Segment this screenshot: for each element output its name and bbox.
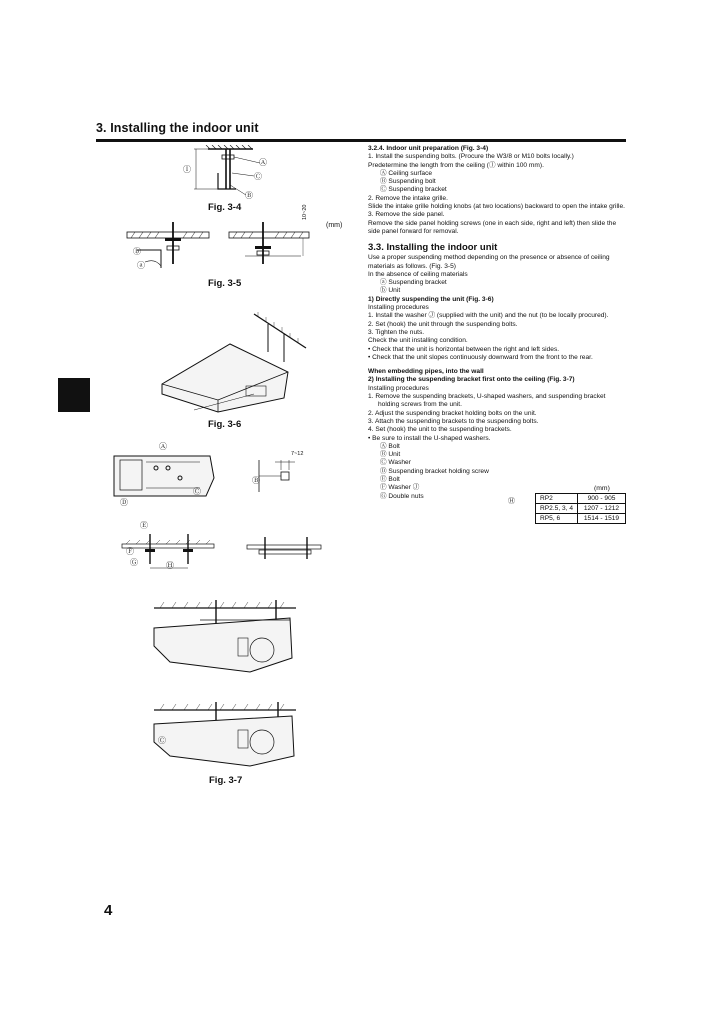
step-line: holding screws from the unit. — [378, 401, 462, 409]
s324-line: Remove the side panel holding screws (one in each side, right and left) then slide the side panel forward for removal. — [368, 219, 617, 235]
subheading-embedding: When embedding pipes, into the wall — [368, 368, 484, 376]
legend-item: Ⓒ Washer — [380, 459, 411, 467]
table-row — [536, 504, 626, 514]
model-cell: RP2 — [536, 494, 578, 504]
fig-3-7-unit-lower — [150, 700, 300, 770]
legend-item: Ⓕ Washer Ⓙ — [380, 484, 420, 492]
subsection-3-2-4-title: 3.2.4. Indoor unit preparation (Fig. 3-4) — [368, 145, 489, 152]
callout-F: Ⓕ — [126, 547, 134, 556]
step-line: 2. Set (hook) the unit through the suspending bolts. — [368, 320, 518, 328]
title-rule — [96, 139, 626, 142]
s33-line: In the absence of ceiling materials — [368, 270, 468, 278]
callout-H: Ⓗ — [166, 561, 174, 570]
fig-3-4-drawing — [178, 145, 288, 207]
fig-3-7-unit-upper — [150, 598, 300, 678]
legend-item: Ⓑ Suspending bolt — [380, 178, 436, 186]
value-cell: 900 - 905 — [578, 494, 626, 504]
fig-3-7-bolt-detail — [255, 454, 315, 494]
callout-D: Ⓓ — [120, 498, 128, 507]
table-row — [536, 494, 626, 504]
s324-line: Slide the intake grille holding knobs (at two locations) backward to open the intake grille. — [368, 203, 625, 211]
step-line: Check the unit installing condition. — [368, 337, 468, 345]
page-number: 4 — [104, 902, 113, 919]
legend-item: Ⓑ Unit — [380, 451, 401, 459]
section-title: 3. Installing the indoor unit — [96, 121, 259, 135]
callout-b: ⓑ — [133, 247, 141, 256]
subheading-bracket-first: 2) Installing the suspending bracket first onto the ceiling (Fig. 3-7) — [368, 376, 575, 384]
table-unit: (mm) — [594, 485, 610, 492]
callout-B: Ⓑ — [245, 191, 253, 200]
legend-item: ⓑ Unit — [380, 287, 401, 295]
s33-line: Installing procedures — [368, 384, 429, 392]
s324-line: 3. Remove the side panel. — [368, 211, 445, 219]
s324-line: 1. Install the suspending bolts. (Procure the W3/8 or M10 bolts locally.) — [368, 153, 574, 161]
fig-3-5-drawing — [125, 218, 325, 278]
fig-3-4-label: Fig. 3-4 — [208, 202, 242, 213]
legend-item: Ⓖ Double nuts — [380, 492, 424, 500]
legend-item: Ⓔ Bolt — [380, 475, 400, 483]
instructions-column — [368, 145, 626, 501]
step-line: 2. Adjust the suspending bracket holding bolts on the unit. — [368, 409, 537, 417]
subheading-direct-suspend: 1) Directly suspending the unit (Fig. 3-6) — [368, 295, 494, 303]
step-line: 1. Install the washer Ⓙ (supplied with the unit) and the nut (to be locally procured). — [368, 312, 609, 320]
fig-3-6-drawing — [158, 312, 308, 417]
legend-item: ⓐ Suspending bracket — [380, 279, 447, 287]
step-line: 4. Set (hook) the unit to the suspending brackets. — [368, 426, 512, 434]
legend-item: Ⓐ Ceiling surface — [380, 169, 433, 177]
step-line: 3. Attach the suspending brackets to the suspending bolts. — [368, 417, 539, 425]
value-cell: 1514 - 1519 — [578, 514, 626, 524]
callout-A-fig37: Ⓐ — [159, 442, 167, 451]
table-symbol: Ⓗ — [508, 498, 515, 505]
step-line: • Check that the unit slopes continuously downward from the front to the rear. — [368, 353, 593, 361]
dimension-7-12: 7~12 — [291, 451, 304, 457]
s324-line: 2. Remove the intake grille. — [368, 194, 448, 202]
callout-I: Ⓘ — [183, 165, 191, 174]
section-3-3-title: 3.3. Installing the indoor unit — [368, 242, 498, 254]
callout-E: Ⓔ — [140, 521, 148, 530]
step-line: 3. Tighten the nuts. — [368, 328, 425, 336]
table-row — [536, 514, 626, 524]
fig-3-6-label: Fig. 3-6 — [208, 419, 242, 430]
callout-C: Ⓒ — [254, 172, 262, 181]
section-tab-marker — [58, 378, 90, 412]
fig-3-7-label: Fig. 3-7 — [209, 775, 243, 786]
value-cell: 1207 - 1212 — [578, 504, 626, 514]
fig-3-5-mm: (mm) — [326, 222, 343, 229]
dimension-10-20: 10~20 — [302, 204, 308, 220]
legend-item: Ⓐ Bolt — [380, 442, 400, 450]
s324-line: Predetermine the length from the ceiling (Ⓘ within 100 mm). — [368, 161, 544, 169]
model-cell: RP5, 6 — [536, 514, 578, 524]
callout-A: Ⓐ — [259, 158, 267, 167]
model-cell: RP2.5, 3, 4 — [536, 504, 578, 514]
step-line: 1. Remove the suspending brackets, U-shaped washers, and suspending bracket — [368, 393, 606, 401]
fig-3-5-label: Fig. 3-5 — [208, 278, 242, 289]
dimension-table — [535, 493, 626, 524]
callout-C-fig37: Ⓒ — [193, 487, 201, 496]
callout-C-lower: Ⓒ — [158, 736, 166, 745]
s33-line: Use a proper suspending method depending on the presence or absence of ceiling materials as follows. (Fig. 3-5) — [368, 254, 610, 270]
callout-a: ⓐ — [137, 261, 145, 270]
s33-line: Installing procedures — [368, 304, 429, 312]
callout-B-fig37: Ⓑ — [252, 476, 260, 485]
fig-3-7-ceiling-bolts-right — [245, 535, 325, 565]
legend-item: Ⓒ Suspending bracket — [380, 186, 447, 194]
legend-item: Ⓓ Suspending bracket holding screw — [380, 467, 489, 475]
callout-G: Ⓖ — [130, 558, 138, 567]
fig-3-7-bracket-drawing — [110, 448, 220, 503]
step-line: • Check that the unit is horizontal between the right and left sides. — [368, 345, 560, 353]
step-line: • Be sure to install the U-shaped washers. — [368, 434, 491, 442]
